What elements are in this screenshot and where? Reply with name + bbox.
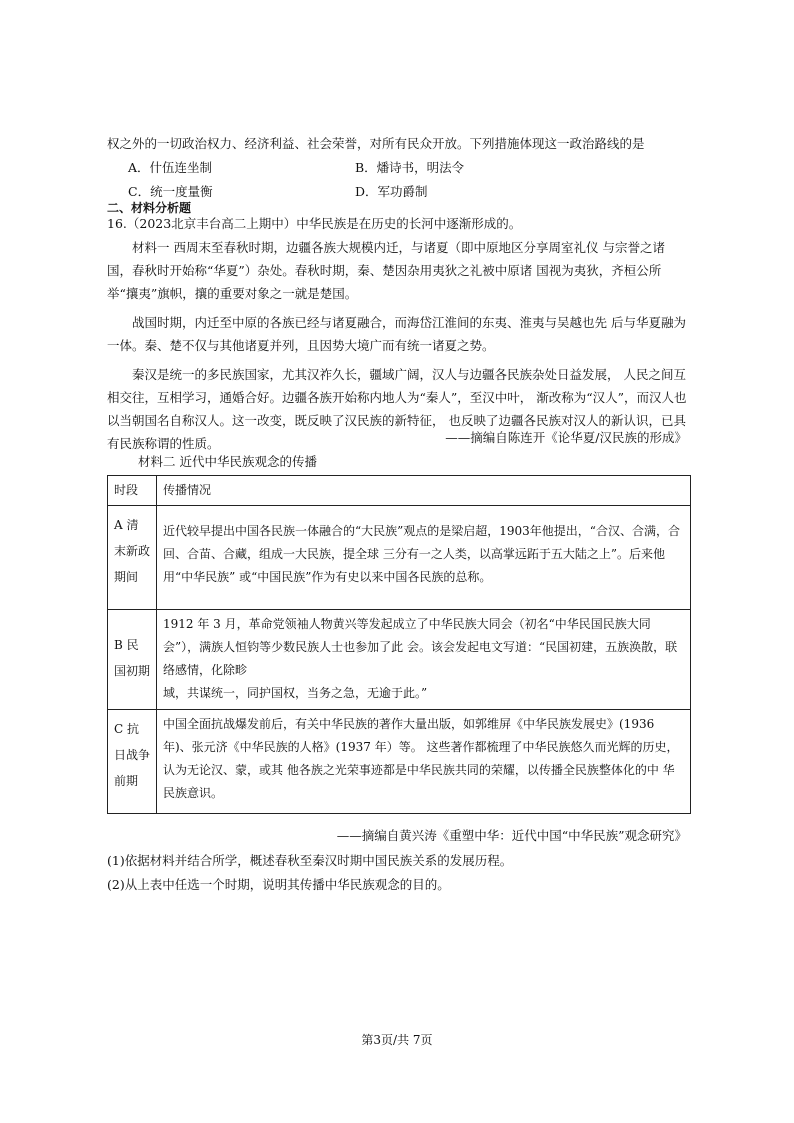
table-row — [108, 710, 691, 814]
table-header-period: 时段 — [108, 476, 157, 506]
table-header-content: 传播情况 — [157, 476, 691, 506]
sub-question-1: (1)依据材料并结合所学，概述春秋至秦汉时期中国民族关系的发展历程。 — [107, 853, 513, 868]
table-row-content: 中国全面抗战爆发前后，有关中华民族的著作大量出版，如郭维屏《中华民族发展史》(1936 年)、张元济《中华民族的人格》(1937 年）等。 这些著作都梳理了中华民族悠久而光辉的历史，认为无论汉、蒙，或其 他各族之光荣事迹都是中华民族共同的荣耀，以传播全民族整体化的中 华民族意识。 — [157, 710, 691, 814]
material-one-paragraph-2: 战国时期，内迁至中原的各族已经与诸夏融合，而海岱江淮间的东夷、淮夷与吴越也先 后与华夏融为一体。秦、楚不仅与其他诸夏并列，且因势大境广而有统一诸夏之势。 — [107, 315, 686, 353]
table-row-period: B 民国初期 — [108, 610, 157, 710]
sub-question-2: (2)从上表中任选一个时期，说明其传播中华民族观念的目的。 — [107, 877, 450, 892]
option-c: C．统一度量衡 — [128, 184, 213, 199]
material-two-table — [107, 475, 691, 814]
table-row-content — [157, 610, 691, 710]
table-row-content-part-a: 1912 年 3 月，革命党领袖人物黄兴等发起成立了中华民族大同会（初名“中华民国民族大同会”），满族人恒钧等少数民族人士也参加了此 会。该会发起电文写道：“民国初建，五族涣散，联络感情，化除畛 — [163, 617, 678, 677]
section-title: 二、材料分析题 — [107, 201, 192, 215]
material-one — [107, 236, 687, 455]
material-one-paragraph-3: 秦汉是统一的多民族国家，尤其汉祚久长，疆域广阔，汉人与边疆各民族杂处日益发展， 人民之间互相交往，互相学习，通婚合好。边疆各族开始称内地人为“秦人”，至汉中叶， 渐改称为“汉人”，而汉人也以当朝国名自称汉人。这一改变，既反映了汉民族的新特征， 也反映了边疆各民族对汉人的新认识，已具有民族称谓的性质。 — [107, 367, 687, 451]
option-d: D．军功爵制 — [355, 184, 428, 199]
question-16-stem: 16.（2023北京丰台高二上期中）中华民族是在历史的长河中逐渐形成的。 — [107, 216, 522, 231]
table-header-row — [108, 476, 691, 506]
page-number: 第3页/共 7页 — [361, 1033, 433, 1047]
option-b: B．燔诗书，明法令 — [355, 160, 465, 175]
table-row — [108, 506, 691, 610]
material-one-paragraph-1: 材料一 西周末至春秋时期，边疆各族大规模内迁，与诸夏（即中原地区分享周室礼仪 与宗誉之诸国，春秋时开始称“华夏”）杂处。春秋时期，秦、楚因杂用夷狄之礼被中原诸 国视为夷狄，齐桓公所举“攘夷”旗帜，攘的重要对象之一就是楚国。 — [107, 240, 665, 301]
prev-question-stem: 权之外的一切政治权力、经济利益、社会荣誉，对所有民众开放。下列措施体现这一政治路线的是 — [107, 136, 645, 151]
table-row-content: 近代较早提出中国各民族一体融合的“大民族”观点的是梁启超，1903年他提出，“合汉、合满，合回、合苗、合藏，组成一大民族，提全球 三分有一之人类，以高掌远跖于五大陆之上”。后来他用“中华民族” 或“中国民族”作为有史以来中国各民族的总称。 — [157, 506, 691, 610]
table-row-period: C 抗日战争前期 — [108, 710, 157, 814]
table-row-content-part-b: 域，共谋统一，同护国权，当务之急，无逾于此。” — [163, 686, 428, 700]
material-two-source: ——摘编自黄兴涛《重塑中华：近代中国“中华民族”观念研究》 — [336, 828, 687, 843]
table-row — [108, 610, 691, 710]
option-a: A．什伍连坐制 — [128, 160, 213, 175]
table-row-period: A 清末新政期间 — [108, 506, 157, 610]
material-one-source: ——摘编自陈连开《论华夏/汉民族的形成》 — [445, 430, 687, 445]
material-two-title: 材料二 近代中华民族观念的传播 — [138, 454, 317, 469]
